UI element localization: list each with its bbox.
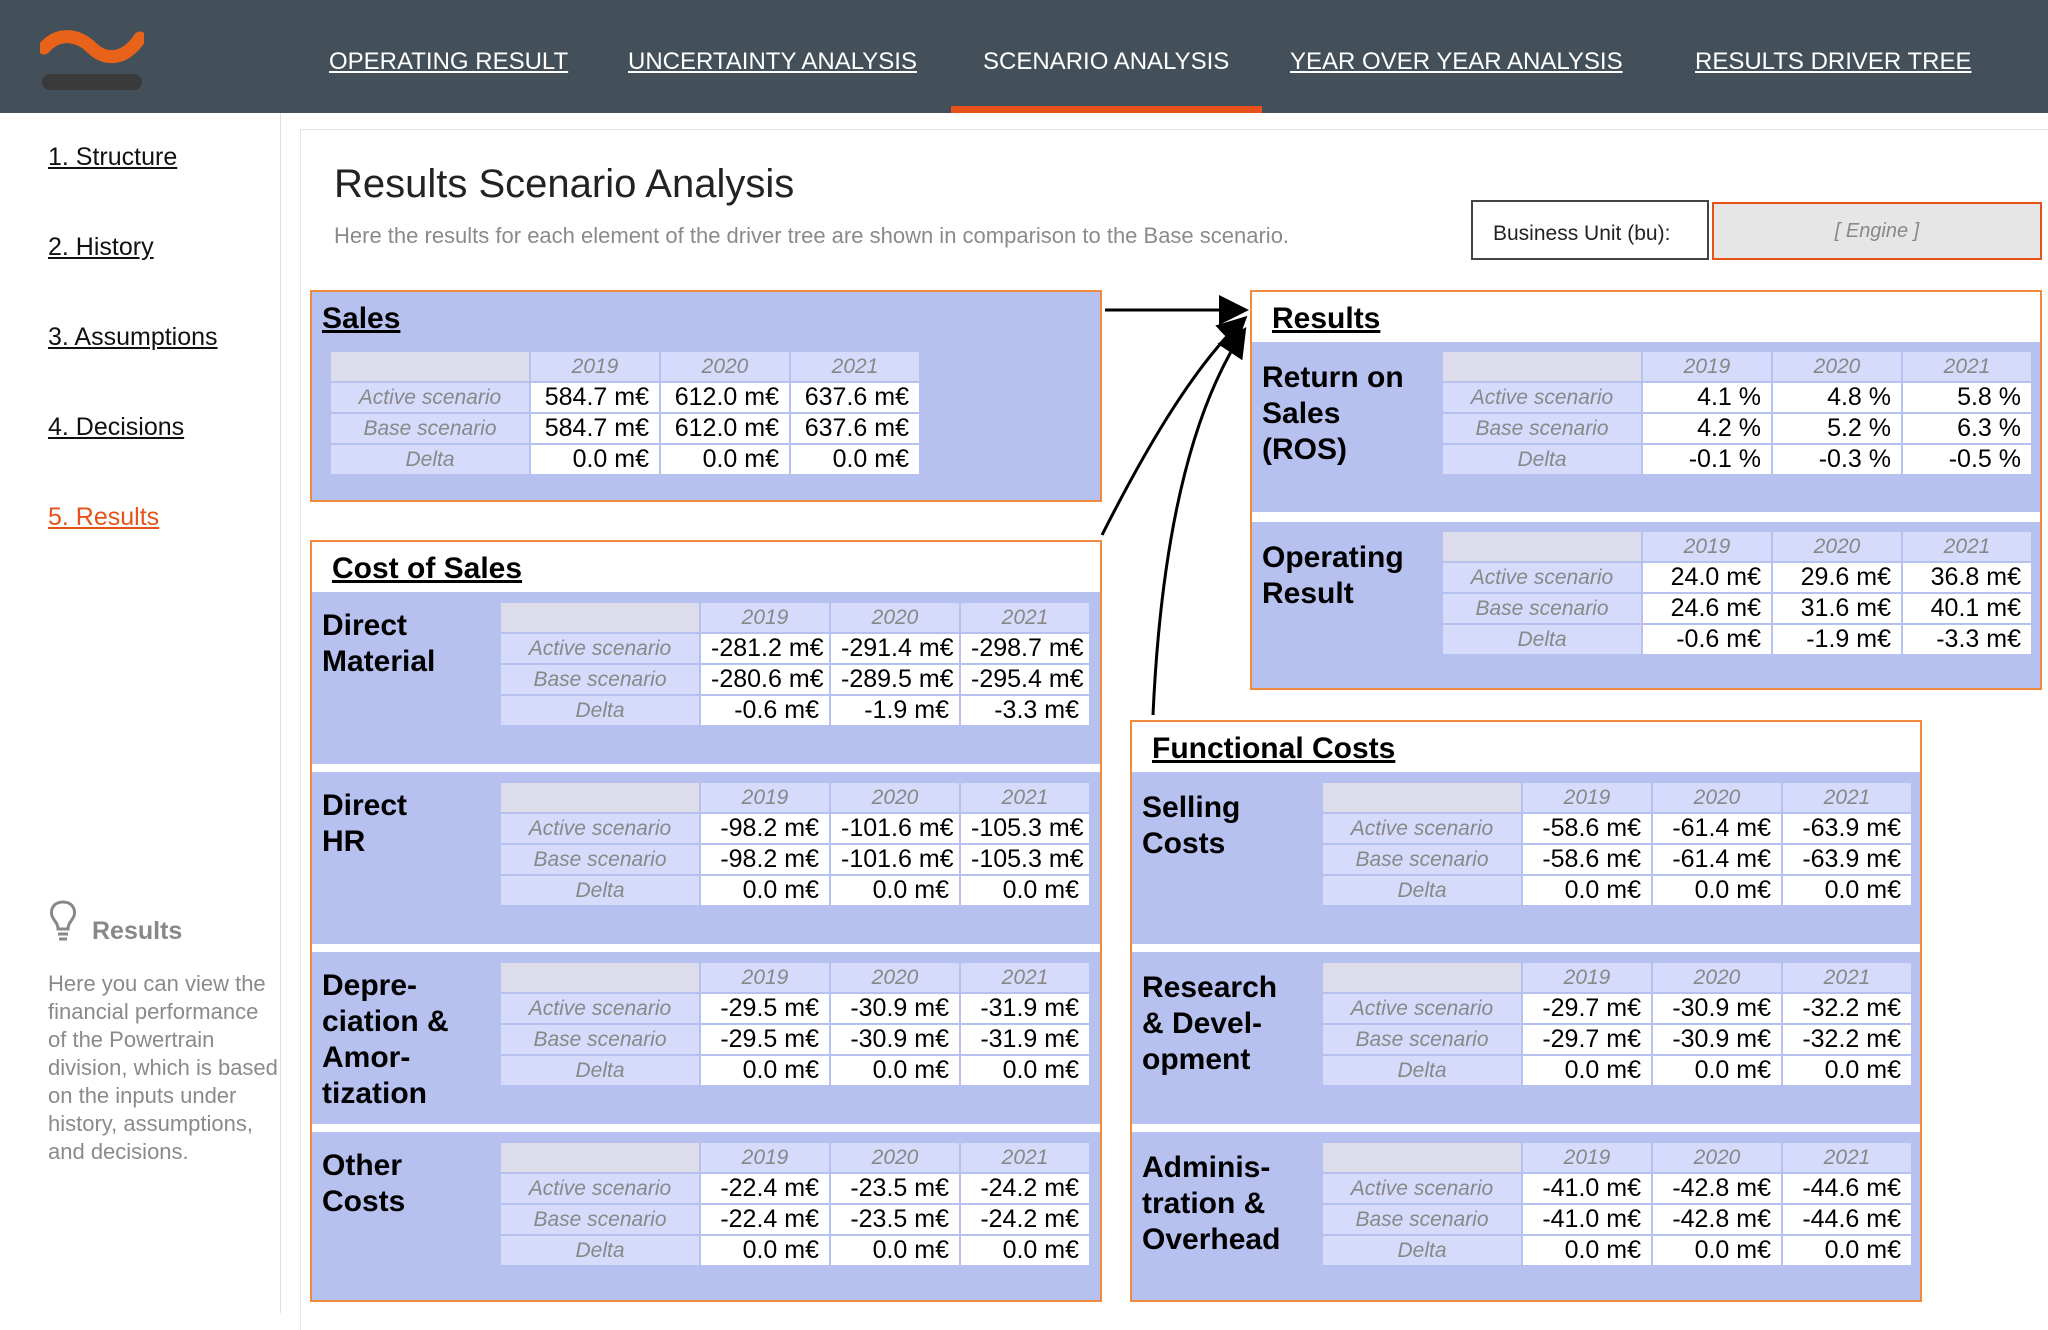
functional-costs-title: Functional Costs — [1152, 732, 1396, 765]
year-header: 2020 — [830, 782, 960, 813]
sidebar-item-results[interactable]: 5. Results — [48, 503, 160, 531]
value-cell: -32.2 m€ — [1782, 1024, 1912, 1055]
depreciation-label: Depre-ciation & Amor-tization — [322, 969, 449, 1110]
table-corner-cell — [500, 782, 700, 813]
page-subtitle: Here the results for each element of the driver tree are shown in comparison to the Base scenario. — [334, 223, 1290, 248]
value-cell: -42.8 m€ — [1652, 1173, 1782, 1204]
direct-hr-label: Direct HR — [322, 789, 408, 858]
year-header: 2019 — [700, 602, 830, 633]
value-cell: 0.0 m€ — [830, 875, 960, 906]
year-header: 2021 — [1902, 531, 2032, 562]
value-cell: -98.2 m€ — [700, 844, 830, 875]
row-label: Base scenario — [1322, 1204, 1522, 1235]
year-header: 2020 — [1652, 782, 1782, 813]
value-cell: 0.0 m€ — [1652, 875, 1782, 906]
table-corner-cell — [1322, 782, 1522, 813]
year-header: 2019 — [530, 351, 660, 382]
value-cell: -30.9 m€ — [1652, 993, 1782, 1024]
table-row — [330, 444, 920, 475]
brand-logo-bar — [42, 74, 142, 90]
value-cell: -0.1 % — [1642, 444, 1772, 475]
value-cell: -29.5 m€ — [700, 993, 830, 1024]
value-cell: 0.0 m€ — [1652, 1055, 1782, 1086]
scenario-table — [1321, 961, 1913, 1087]
value-cell: -105.3 m€ — [960, 813, 1090, 844]
scenario-table — [1441, 530, 2033, 656]
value-cell: 0.0 m€ — [700, 1235, 830, 1266]
value-cell: -58.6 m€ — [1522, 813, 1652, 844]
year-header: 2019 — [1522, 782, 1652, 813]
table-row — [500, 633, 1090, 664]
row-label: Active scenario — [1442, 562, 1642, 593]
year-header: 2019 — [700, 1142, 830, 1173]
value-cell: -22.4 m€ — [700, 1173, 830, 1204]
value-cell: 4.1 % — [1642, 382, 1772, 413]
value-cell: -44.6 m€ — [1782, 1173, 1912, 1204]
value-cell: -61.4 m€ — [1652, 844, 1782, 875]
row-label: Base scenario — [1442, 413, 1642, 444]
table-row — [500, 1024, 1090, 1055]
row-label: Delta — [1322, 875, 1522, 906]
row-label: Active scenario — [500, 1173, 700, 1204]
table-row — [1442, 624, 2032, 655]
year-header: 2019 — [700, 962, 830, 993]
value-cell: 0.0 m€ — [1522, 1235, 1652, 1266]
table-corner-cell — [1322, 962, 1522, 993]
scenario-table — [1441, 350, 2033, 476]
year-header: 2021 — [1782, 962, 1912, 993]
table-row — [1442, 413, 2032, 444]
scenario-table — [329, 350, 921, 476]
row-label: Active scenario — [500, 633, 700, 664]
year-header: 2020 — [1772, 351, 1902, 382]
value-cell: -61.4 m€ — [1652, 813, 1782, 844]
value-cell: -98.2 m€ — [700, 813, 830, 844]
value-cell: 24.0 m€ — [1642, 562, 1772, 593]
year-header: 2020 — [1652, 1142, 1782, 1173]
sales-box — [310, 290, 1102, 502]
value-cell: -41.0 m€ — [1522, 1173, 1652, 1204]
active-tab-indicator — [951, 106, 1262, 113]
value-cell: 584.7 m€ — [530, 413, 660, 444]
value-cell: 0.0 m€ — [960, 875, 1090, 906]
table-row — [500, 695, 1090, 726]
value-cell: 5.2 % — [1772, 413, 1902, 444]
other-costs-label: Other Costs — [322, 1149, 406, 1218]
value-cell: 612.0 m€ — [660, 413, 790, 444]
value-cell: -63.9 m€ — [1782, 844, 1912, 875]
row-label: Active scenario — [1442, 382, 1642, 413]
value-cell: -24.2 m€ — [960, 1204, 1090, 1235]
value-cell: 4.8 % — [1772, 382, 1902, 413]
value-cell: -58.6 m€ — [1522, 844, 1652, 875]
year-header: 2019 — [1522, 1142, 1652, 1173]
year-header: 2021 — [1902, 351, 2032, 382]
value-cell: 0.0 m€ — [700, 875, 830, 906]
table-row — [500, 844, 1090, 875]
table-row — [330, 413, 920, 444]
year-header: 2021 — [960, 602, 1090, 633]
year-header: 2021 — [1782, 782, 1912, 813]
table-row — [1442, 444, 2032, 475]
value-cell: -24.2 m€ — [960, 1173, 1090, 1204]
page-title: Results Scenario Analysis — [334, 162, 795, 206]
table-row — [500, 875, 1090, 906]
value-cell: -291.4 m€ — [830, 633, 960, 664]
row-label: Delta — [1442, 624, 1642, 655]
row-label: Active scenario — [500, 993, 700, 1024]
scenario-table — [499, 1141, 1091, 1267]
value-cell: -295.4 m€ — [960, 664, 1090, 695]
table-row — [1442, 382, 2032, 413]
row-label: Active scenario — [1322, 1173, 1522, 1204]
year-header: 2019 — [700, 782, 830, 813]
value-cell: 637.6 m€ — [790, 413, 920, 444]
scenario-table — [1321, 781, 1913, 907]
value-cell: 4.2 % — [1642, 413, 1772, 444]
table-row — [500, 1204, 1090, 1235]
row-label: Active scenario — [330, 382, 530, 413]
value-cell: 584.7 m€ — [530, 382, 660, 413]
value-cell: -31.9 m€ — [960, 993, 1090, 1024]
value-cell: 0.0 m€ — [830, 1235, 960, 1266]
tab-uncertainty-analysis[interactable]: UNCERTAINTY ANALYSIS — [628, 48, 917, 75]
business-unit-select[interactable]: [ Engine ] — [1712, 202, 2042, 260]
row-label: Delta — [1442, 444, 1642, 475]
scenario-table — [499, 781, 1091, 907]
value-cell: -0.6 m€ — [1642, 624, 1772, 655]
year-header: 2021 — [1782, 1142, 1912, 1173]
year-header: 2020 — [1652, 962, 1782, 993]
row-label: Delta — [330, 444, 530, 475]
value-cell: -101.6 m€ — [830, 813, 960, 844]
table-corner-cell — [1322, 1142, 1522, 1173]
value-cell: 0.0 m€ — [530, 444, 660, 475]
value-cell: -298.7 m€ — [960, 633, 1090, 664]
value-cell: 0.0 m€ — [790, 444, 920, 475]
row-label: Base scenario — [1322, 1024, 1522, 1055]
value-cell: 0.0 m€ — [1782, 1055, 1912, 1086]
value-cell: -22.4 m€ — [700, 1204, 830, 1235]
table-row — [500, 1235, 1090, 1266]
value-cell: -41.0 m€ — [1522, 1204, 1652, 1235]
value-cell: -29.7 m€ — [1522, 993, 1652, 1024]
year-header: 2020 — [830, 962, 960, 993]
value-cell: -3.3 m€ — [1902, 624, 2032, 655]
ros-label: Return on Sales (ROS) — [1262, 361, 1404, 466]
table-corner-cell — [1442, 531, 1642, 562]
sales-title: Sales — [322, 302, 401, 335]
table-row — [1322, 813, 1912, 844]
value-cell: -23.5 m€ — [830, 1173, 960, 1204]
value-cell: 0.0 m€ — [960, 1055, 1090, 1086]
row-label: Base scenario — [1322, 844, 1522, 875]
row-label: Base scenario — [1442, 593, 1642, 624]
sidebar-item-decisions[interactable]: 4. Decisions — [48, 413, 185, 441]
value-cell: 0.0 m€ — [830, 1055, 960, 1086]
table-row — [1322, 844, 1912, 875]
sidebar-item-assumptions[interactable]: 3. Assumptions — [48, 323, 218, 351]
value-cell: 0.0 m€ — [1782, 875, 1912, 906]
year-header: 2021 — [960, 1142, 1090, 1173]
business-unit-label: Business Unit (bu): — [1471, 200, 1709, 260]
admin-label: Adminis-tration & Overhead — [1142, 1151, 1281, 1256]
value-cell: -42.8 m€ — [1652, 1204, 1782, 1235]
value-cell: 36.8 m€ — [1902, 562, 2032, 593]
value-cell: -30.9 m€ — [830, 993, 960, 1024]
row-label: Active scenario — [500, 813, 700, 844]
year-header: 2019 — [1642, 351, 1772, 382]
value-cell: -23.5 m€ — [830, 1204, 960, 1235]
value-cell: -0.6 m€ — [700, 695, 830, 726]
year-header: 2019 — [1642, 531, 1772, 562]
scenario-table — [1321, 1141, 1913, 1267]
value-cell: -30.9 m€ — [1652, 1024, 1782, 1055]
table-corner-cell — [1442, 351, 1642, 382]
value-cell: 29.6 m€ — [1772, 562, 1902, 593]
row-label: Delta — [500, 1235, 700, 1266]
year-header: 2021 — [960, 962, 1090, 993]
year-header: 2021 — [960, 782, 1090, 813]
value-cell: 0.0 m€ — [1652, 1235, 1782, 1266]
direct-material-label: Direct Material — [322, 609, 436, 678]
year-header: 2020 — [830, 1142, 960, 1173]
year-header: 2020 — [660, 351, 790, 382]
lightbulb-icon — [48, 899, 78, 943]
info-panel-title: Results — [92, 917, 183, 945]
value-cell: -29.7 m€ — [1522, 1024, 1652, 1055]
value-cell: -281.2 m€ — [700, 633, 830, 664]
tab-results-driver-tree[interactable]: RESULTS DRIVER TREE — [1695, 48, 1972, 75]
value-cell: 0.0 m€ — [660, 444, 790, 475]
year-header: 2020 — [1772, 531, 1902, 562]
brand-logo[interactable] — [40, 26, 144, 92]
tab-operating-result[interactable]: OPERATING RESULT — [329, 48, 569, 75]
selling-costs-label: Selling Costs — [1142, 791, 1241, 860]
row-label: Base scenario — [500, 664, 700, 695]
functional-costs-box — [1130, 720, 1922, 1302]
value-cell: -30.9 m€ — [830, 1024, 960, 1055]
row-label: Active scenario — [1322, 993, 1522, 1024]
row-label: Delta — [500, 1055, 700, 1086]
scenario-table — [499, 961, 1091, 1087]
table-row — [1322, 1055, 1912, 1086]
value-cell: -1.9 m€ — [830, 695, 960, 726]
table-row — [1322, 1235, 1912, 1266]
results-box — [1250, 290, 2042, 690]
results-title: Results — [1272, 302, 1381, 335]
operating-result-label: Operating Result — [1262, 541, 1404, 610]
value-cell: 24.6 m€ — [1642, 593, 1772, 624]
row-label: Delta — [500, 875, 700, 906]
row-label: Delta — [1322, 1055, 1522, 1086]
value-cell: 0.0 m€ — [1522, 875, 1652, 906]
value-cell: -29.5 m€ — [700, 1024, 830, 1055]
table-row — [1322, 993, 1912, 1024]
row-label: Delta — [500, 695, 700, 726]
table-corner-cell — [500, 1142, 700, 1173]
value-cell: -1.9 m€ — [1772, 624, 1902, 655]
value-cell: -289.5 m€ — [830, 664, 960, 695]
value-cell: -32.2 m€ — [1782, 993, 1912, 1024]
year-header: 2020 — [830, 602, 960, 633]
value-cell: -105.3 m€ — [960, 844, 1090, 875]
row-label: Base scenario — [500, 1204, 700, 1235]
value-cell: 637.6 m€ — [790, 382, 920, 413]
value-cell: -31.9 m€ — [960, 1024, 1090, 1055]
value-cell: 0.0 m€ — [1522, 1055, 1652, 1086]
table-row — [500, 993, 1090, 1024]
value-cell: -101.6 m€ — [830, 844, 960, 875]
value-cell: -63.9 m€ — [1782, 813, 1912, 844]
info-panel-text: Here you can view the financial performance of the Powertrain division, which is based on the inputs under history, assumptions, and decisions. — [48, 971, 278, 1164]
value-cell: 31.6 m€ — [1772, 593, 1902, 624]
table-row — [500, 1055, 1090, 1086]
value-cell: -44.6 m€ — [1782, 1204, 1912, 1235]
tab-year-over-year-analysis[interactable]: YEAR OVER YEAR ANALYSIS — [1290, 48, 1623, 75]
brand-wave-logo-icon — [40, 26, 144, 66]
table-row — [330, 382, 920, 413]
table-row — [1322, 1173, 1912, 1204]
value-cell: -0.5 % — [1902, 444, 2032, 475]
value-cell: -280.6 m€ — [700, 664, 830, 695]
year-header: 2019 — [1522, 962, 1652, 993]
cost-of-sales-title: Cost of Sales — [332, 552, 523, 585]
value-cell: 40.1 m€ — [1902, 593, 2032, 624]
table-row — [1442, 593, 2032, 624]
table-row — [1322, 1204, 1912, 1235]
value-cell: 6.3 % — [1902, 413, 2032, 444]
row-label: Base scenario — [500, 844, 700, 875]
value-cell: -3.3 m€ — [960, 695, 1090, 726]
table-corner-cell — [500, 962, 700, 993]
value-cell: 0.0 m€ — [1782, 1235, 1912, 1266]
table-corner-cell — [500, 602, 700, 633]
table-row — [1322, 1024, 1912, 1055]
rnd-label: Research & Devel-opment — [1142, 971, 1278, 1076]
value-cell: -0.3 % — [1772, 444, 1902, 475]
scenario-table — [499, 601, 1091, 727]
cost-of-sales-box — [310, 540, 1102, 1302]
top-nav-bar — [0, 0, 2048, 113]
row-label: Base scenario — [330, 413, 530, 444]
value-cell: 0.0 m€ — [700, 1055, 830, 1086]
table-row — [500, 813, 1090, 844]
row-label: Delta — [1322, 1235, 1522, 1266]
tab-scenario-analysis[interactable]: SCENARIO ANALYSIS — [983, 48, 1230, 75]
value-cell: 0.0 m€ — [960, 1235, 1090, 1266]
row-label: Base scenario — [500, 1024, 700, 1055]
table-row — [500, 1173, 1090, 1204]
sidebar-item-history[interactable]: 2. History — [48, 233, 154, 261]
table-corner-cell — [330, 351, 530, 382]
year-header: 2021 — [790, 351, 920, 382]
value-cell: 612.0 m€ — [660, 382, 790, 413]
table-row — [1322, 875, 1912, 906]
value-cell: 5.8 % — [1902, 382, 2032, 413]
table-row — [500, 664, 1090, 695]
table-row — [1442, 562, 2032, 593]
sidebar-item-structure[interactable]: 1. Structure — [48, 143, 178, 171]
row-label: Active scenario — [1322, 813, 1522, 844]
